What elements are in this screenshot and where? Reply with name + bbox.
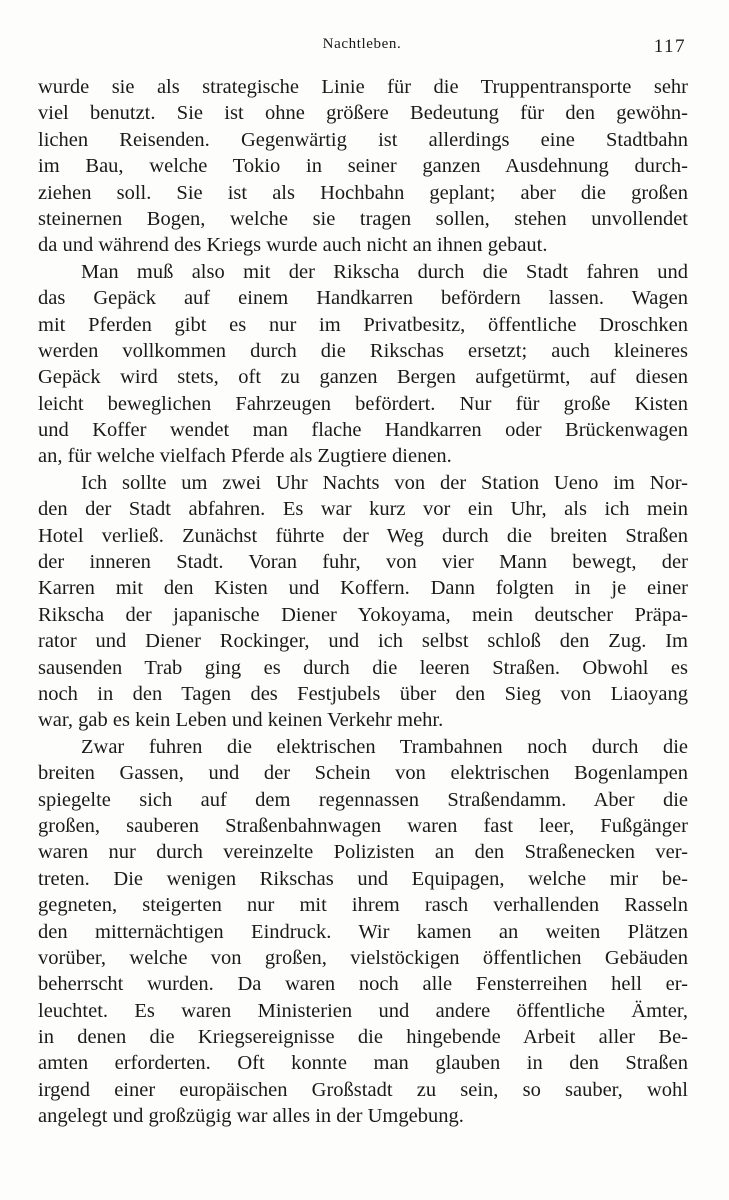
text-line: und Koffer wendet man flache Handkarren oder Brückenwagen	[38, 419, 688, 442]
text-line: Rikscha der japanische Diener Yokoyama, mein deutscher Präpa-	[38, 603, 688, 626]
text-line: noch in den Tagen des Festjubels über den Sieg von Liaoyang	[38, 682, 688, 705]
text-line: Gepäck wird stets, oft zu ganzen Bergen aufgetürmt, auf diesen	[38, 366, 688, 389]
text-line: den mitternächtigen Eindruck. Wir kamen an weiten Plätzen	[38, 920, 688, 943]
text-line: angelegt und großzügig war alles in der Umgebung.	[38, 1105, 464, 1128]
text-line: Man muß also mit der Rikscha durch die Stadt fahren und	[81, 260, 688, 283]
text-line: Hotel verließ. Zunächst führte der Weg durch die breiten Straßen	[38, 524, 688, 547]
text-line: gegneten, steigerten nur mit ihrem rasch verhallenden Rasseln	[38, 894, 688, 917]
text-line: steinernen Bogen, welche sie tragen sollen, stehen unvollendet	[38, 207, 688, 230]
text-line: Ich sollte um zwei Uhr Nachts von der Station Ueno im Nor-	[81, 471, 688, 494]
body-text	[38, 74, 688, 1130]
text-line: treten. Die wenigen Rikschas und Equipagen, welche mir be-	[38, 867, 688, 890]
text-line: war, gab es kein Leben und keinen Verkehr mehr.	[38, 709, 444, 732]
running-head	[38, 36, 686, 60]
text-line: breiten Gassen, und der Schein von elektrischen Bogenlampen	[38, 762, 688, 785]
text-line: beherrscht wurden. Da waren noch alle Fensterreihen hell er-	[38, 973, 688, 996]
running-title: Nachtleben.	[322, 36, 402, 52]
text-line: ziehen soll. Sie ist als Hochbahn geplant; aber die großen	[38, 181, 688, 204]
text-line: leicht beweglichen Fahrzeugen befördert. Nur für große Kisten	[38, 392, 688, 415]
text-line: viel benutzt. Sie ist ohne größere Bedeutung für den gewöhn-	[38, 102, 688, 125]
text-line: in denen die Kriegsereignisse die hingebende Arbeit aller Be-	[38, 1026, 688, 1049]
text-line: mit Pferden gibt es nur im Privatbesitz, öffentliche Droschken	[38, 313, 688, 336]
text-line: das Gepäck auf einem Handkarren befördern lassen. Wagen	[38, 287, 688, 310]
text-line: rator und Diener Rockinger, und ich selbst schloß den Zug. Im	[38, 630, 688, 653]
text-line: wurde sie als strategische Linie für die Truppentransporte sehr	[38, 76, 688, 98]
text-line: spiegelte sich auf dem regennassen Straßendamm. Aber die	[38, 788, 688, 811]
text-line: amten erforderten. Oft konnte man glauben in den Straßen	[38, 1052, 688, 1075]
text-line: sausenden Trab ging es durch die leeren Straßen. Obwohl es	[38, 656, 688, 679]
text-line: irgend einer europäischen Großstadt zu sein, so sauber, wohl	[38, 1078, 688, 1101]
text-line: waren nur durch vereinzelte Polizisten an den Straßenecken ver-	[38, 841, 688, 864]
text-line: lichen Reisenden. Gegenwärtig ist allerdings eine Stadtbahn	[38, 128, 688, 151]
text-line: großen, sauberen Straßenbahnwagen waren fast leer, Fußgänger	[38, 814, 688, 837]
text-line: an, für welche vielfach Pferde als Zugtiere dienen.	[38, 445, 452, 468]
text-line: der inneren Stadt. Voran fuhr, von vier Mann bewegt, der	[38, 551, 688, 574]
text-line: werden vollkommen durch die Rikschas ersetzt; auch kleineres	[38, 339, 688, 362]
text-line: vorüber, welche von großen, vielstöckigen öffentlichen Gebäuden	[38, 946, 688, 969]
text-line: leuchtet. Es waren Ministerien und andere öffentliche Ämter,	[38, 999, 688, 1022]
text-line: den der Stadt abfahren. Es war kurz vor ein Uhr, als ich mein	[38, 498, 688, 521]
page-number: 117	[653, 36, 686, 57]
text-line: Zwar fuhren die elektrischen Trambahnen noch durch die	[81, 735, 688, 758]
text-line: da und während des Kriegs wurde auch nicht an ihnen gebaut.	[38, 234, 548, 257]
text-line: Karren mit den Kisten und Koffern. Dann folgten in je einer	[38, 577, 688, 600]
text-line: im Bau, welche Tokio in seiner ganzen Ausdehnung durch-	[38, 155, 688, 178]
